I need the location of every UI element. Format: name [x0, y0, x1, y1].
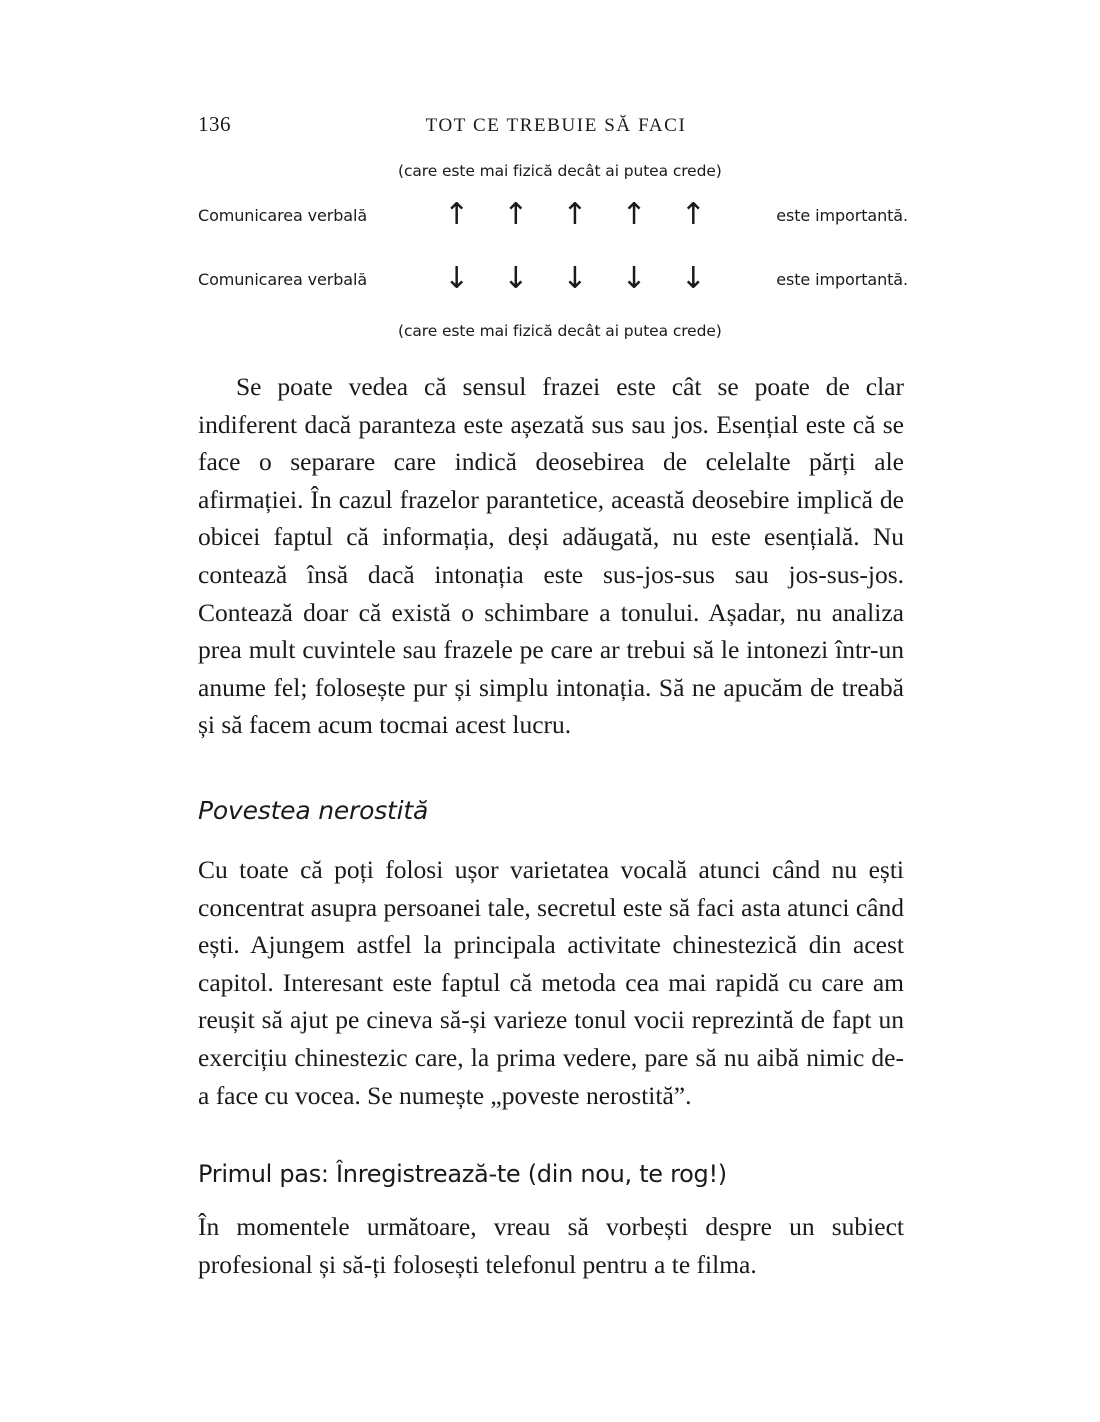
arrow-up-icon: ↑ [562, 197, 588, 232]
arrow-down-icon: ↓ [621, 261, 647, 296]
arrow-down-icon: ↓ [503, 261, 529, 296]
diagram-arrows-down [398, 261, 744, 296]
page-number: 136 [198, 112, 231, 136]
arrow-up-icon: ↑ [503, 197, 529, 232]
arrow-up-icon: ↑ [680, 197, 706, 232]
diagram-row-down [198, 250, 908, 308]
diagram-note-bottom: (care este mai fizică decât ai putea crede) [398, 322, 722, 340]
diagram-row-right-text: este importantă. [776, 205, 908, 225]
body-column [198, 368, 904, 1283]
diagram-row-right-text: este importantă. [776, 269, 908, 289]
paragraph: Cu toate că poți folosi ușor varietatea vocală atunci când nu ești concentrat asupra persoanei tale, secretul este să faci asta atunci când ești. Ajungem astfel la principala activitate chinestezică din acest capitol. Interesant este faptul că metoda cea mai rapidă cu care am reușit să ajut pe cineva să-și varieze tonul vocii reprezintă de fapt un exercițiu chinestezic care, la prima vedere, pare să nu aibă nimic de-a face cu vocea. Se numește „poveste nerostită”. [198, 854, 904, 1110]
arrow-down-icon: ↓ [680, 261, 706, 296]
arrow-down-icon: ↓ [444, 261, 470, 296]
diagram-row-left-text: Comunicarea verbală [198, 269, 368, 289]
running-head [198, 112, 904, 137]
arrow-up-icon: ↑ [444, 197, 470, 232]
paragraph: În momentele următoare, vreau să vorbești despre un subiect profesional și să-ți folosești telefonul pentru a te filma. [198, 1212, 904, 1279]
paragraph: Se poate vedea că sensul frazei este cât se poate de clar indiferent dacă paranteza este așezată sus sau jos. Esențial este că se face o separare care indică deosebirea de celelalte părți ale afirmației. În cazul frazelor parantetice, această deosebire implică de obicei faptul că informația, deși adăugată, nu este esențială. Nu contează însă dacă intonația este sus-jos-sus sau jos-sus-jos. Contează doar că există o schimbare a tonului. Așadar, nu analiza prea mult cuvintele sau frazele pe care ar trebui să le intonezi într-un anume fel; folosește pur și simplu intonația. Să ne apucăm de treabă și să facem acum tocmai acest lucru. [198, 372, 904, 740]
arrow-down-icon: ↓ [562, 261, 588, 296]
diagram-row-up [198, 186, 908, 244]
diagram-row-left-text: Comunicarea verbală [198, 205, 368, 225]
arrow-up-icon: ↑ [621, 197, 647, 232]
intonation-diagram [198, 162, 908, 340]
section-heading-povestea-nerostita: Povestea nerostită [198, 795, 429, 825]
diagram-arrows-up [398, 197, 744, 232]
section-heading-primul-pas: Primul pas: Înregistrează-te (din nou, te rog!) [198, 1160, 727, 1189]
diagram-note-top: (care este mai fizică decât ai putea crede) [398, 162, 722, 180]
chapter-title: TOT CE TREBUIE SĂ FACI [425, 115, 687, 136]
